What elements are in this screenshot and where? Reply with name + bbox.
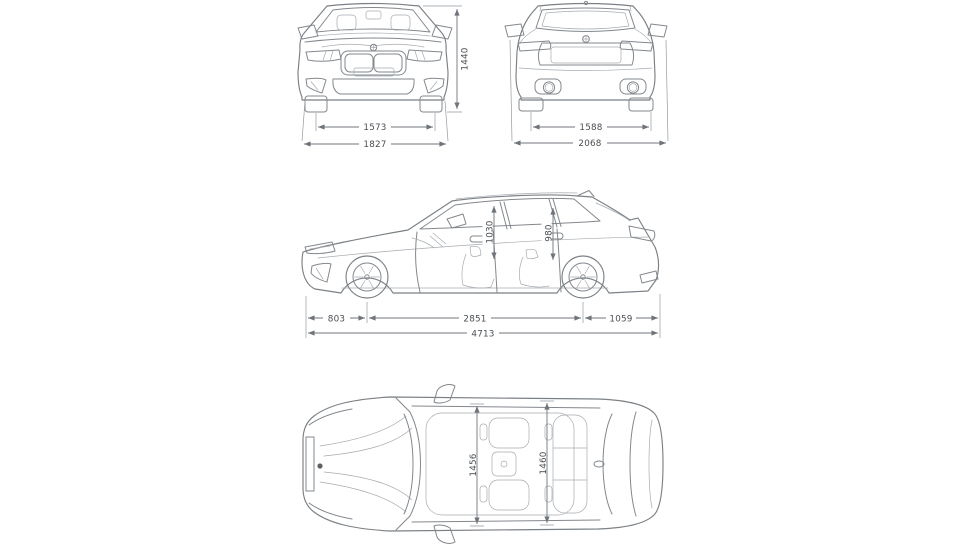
front-wheel-right [420,96,442,112]
rear-exhaust-right [620,79,646,94]
front-wheel-left [305,96,327,112]
rear-bumper-top-line [519,68,652,71]
side-headlight [305,242,335,254]
front-shoulder-line [305,38,441,42]
side-rear-door-seam [557,229,561,292]
front-cowl-line [316,33,430,36]
rear-license-plate [551,47,621,63]
side-view-length-dimensions [306,294,660,340]
dim-side-overall-length: 4713 [471,329,495,340]
top-front-seats [480,418,529,510]
top-bmw-roundel [317,463,322,468]
front-side-mirror-left [298,25,318,39]
top-view-drawing [303,385,663,544]
dim-front-track: 1573 [363,123,387,133]
rear-window [536,8,635,32]
dim-side-front-overhang: 803 [327,314,346,325]
front-bmw-roundel [370,44,376,50]
top-windshield-arc [396,398,421,530]
rear-window-inner [542,11,629,29]
side-taillight [629,226,655,241]
rear-exhaust-left [535,79,561,94]
top-hood-lines [320,416,412,512]
front-side-mirror-right [432,25,452,39]
dim-rear-width: 2068 [578,139,602,149]
side-front-wheel [346,256,388,298]
top-cowl-arc [404,414,413,514]
top-front-grille [306,437,314,491]
front-view-drawing [298,4,452,113]
dim-front-height: 1440 [460,47,471,71]
front-side-scoop-right [424,78,444,93]
rear-view-drawing [505,1,667,111]
top-mirror-right [434,525,455,543]
front-headrest-left [337,15,356,30]
dim-side-headroom-rear: 980 [544,224,555,242]
side-mirror [447,214,466,228]
side-front-intake [311,263,331,282]
top-rear-seats [545,415,587,513]
top-roof-rails [412,406,600,522]
dim-top-cabin-width-front: 1456 [469,453,479,477]
dim-side-headroom-front: 1030 [485,220,496,244]
dim-top-cabin-width-rear: 1460 [539,451,549,475]
front-hood-crease-right [374,44,424,47]
rear-side-mirror-left [505,24,524,37]
dim-side-wheelbase: 2851 [463,314,487,325]
front-kidney-grille [341,51,406,75]
side-view-headroom-dimensions [483,206,555,260]
side-rear-wheel [562,256,604,298]
top-rear-edge-arc [649,420,652,508]
rear-body-outline [516,4,655,101]
side-view-drawing [302,191,659,299]
rear-bmw-roundel [583,36,590,43]
top-body-outline [303,397,663,531]
top-tailgate-arc [630,412,636,516]
rear-side-mirror-right [648,24,667,37]
dim-rear-track: 1588 [579,123,603,133]
front-headlight-left [306,50,341,61]
front-lower-intake [333,79,414,94]
dim-side-rear-overhang: 1059 [609,314,633,325]
top-mirror-left [434,385,455,403]
front-hood-crease-left [322,44,372,47]
top-view-dimensions [466,401,554,526]
front-rearview-mirror [366,11,381,19]
front-headrest-right [391,15,410,30]
front-view-dimensions [302,6,471,150]
top-headlight-left [309,409,352,425]
side-b-pillar [500,202,511,229]
front-headlight-right [407,50,442,61]
front-side-scoop-left [306,78,326,93]
top-headlight-right [309,503,352,519]
rear-tailgate-recess [538,43,633,65]
side-spoiler-line [596,203,630,221]
dim-front-width: 1827 [363,140,387,150]
rear-view-dimensions [510,40,668,149]
